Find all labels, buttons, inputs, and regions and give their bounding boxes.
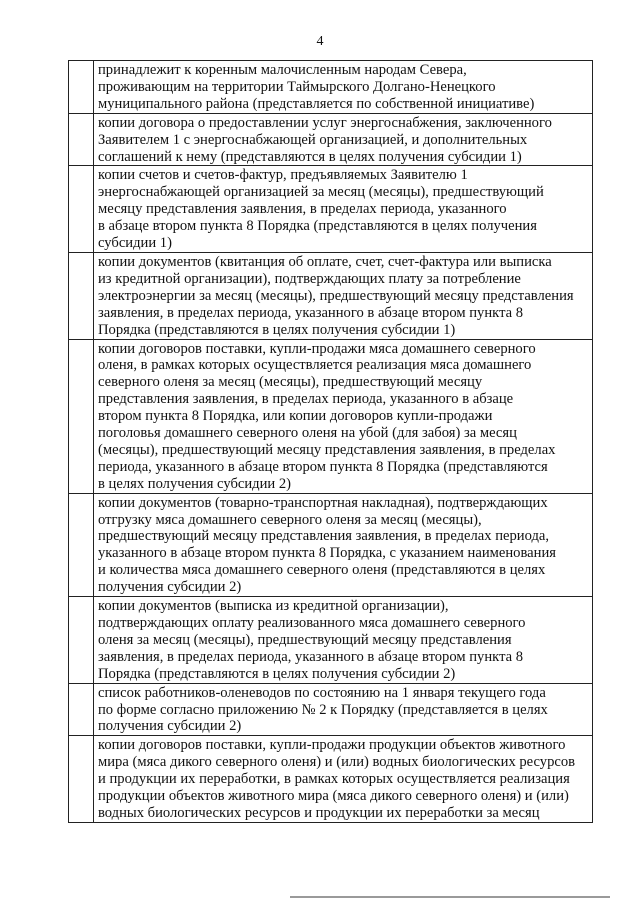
- row-text-cell: [94, 597, 593, 684]
- table-row: [69, 493, 593, 596]
- row-number-cell: [69, 493, 94, 596]
- row-text-cell: [94, 339, 593, 493]
- row-text-cell: [94, 736, 593, 823]
- row-number-cell: [69, 736, 94, 823]
- row-text-cell: [94, 683, 593, 736]
- row-number-cell: [69, 61, 94, 114]
- table-row: [69, 166, 593, 253]
- table-body: [69, 61, 593, 823]
- row-text: копии документов (товарно-транспортная накладная), подтверждающих отгрузку мяса домашнего северного оленя за месяц (месяцы), предшествующий месяцу представления заявления, в пределах периода, указанного в абзаце втором пункта 8 Порядка, с указанием наименования и количества мяса домашнего северного оленя (представляются в целях получения субсидии 2): [98, 494, 556, 596]
- scan-edge-mark: [290, 896, 610, 898]
- table-row: [69, 61, 593, 114]
- page-number: 4: [316, 34, 324, 49]
- row-text: копии документов (выписка из кредитной организации), подтверждающих оплату реализованного мяса домашнего северного оленя за месяц (месяцы), предшествующий месяцу представления заявления, в пределах периода, указанного в абзаце втором пункта 8 Порядка (представляются в целях получения субсидии 2): [98, 598, 526, 682]
- table-row: [69, 597, 593, 684]
- row-text: копии документов (квитанция об оплате, счет, счет-фактура или выписка из кредитной организации), подтверждающих плату за потребление электроэнергии за месяц (месяцы), предшествующий месяцу представления заявления, в пределах периода, указанного в абзаце втором пункта 8 Порядка (представляются в целях получения субсидии 1): [98, 253, 574, 338]
- row-number-cell: [69, 597, 94, 684]
- row-text: принадлежит к коренным малочисленным народам Севера, проживающим на территории Таймырского Долгано-Ненецкого муниципального района (представляется по собственной инициативе): [98, 62, 535, 112]
- row-text: копии договора о предоставлении услуг энергоснабжения, заключенного Заявителем 1 с энергоснабжающей организацией, и дополнительных соглашений к нему (представляются в целях получения субсидии 1): [98, 114, 552, 165]
- row-text-cell: [94, 252, 593, 339]
- row-text: копии счетов и счетов-фактур, предъявляемых Заявителю 1 энергоснабжающей организацией за месяц (месяцы), предшествующий месяцу представления заявления, в пределах периода, указанного в абзаце втором пункта 8 Порядка (представляются в целях получения субсидии 1): [98, 167, 544, 252]
- row-text: список работников-оленеводов по состоянию на 1 января текущего года по форме согласно приложению № 2 к Порядку (представляется в целях получения субсидии 2): [98, 684, 548, 735]
- row-number-cell: [69, 113, 94, 166]
- table-row: [69, 736, 593, 823]
- table-row: [69, 113, 593, 166]
- row-text-cell: [94, 166, 593, 253]
- requirements-table: [68, 60, 593, 823]
- table-row: [69, 339, 593, 493]
- row-number-cell: [69, 252, 94, 339]
- row-text: копии договоров поставки, купли-продажи мяса домашнего северного оленя, в рамках которых осуществляется реализация мяса домашнего северного оленя за месяц (месяцы), предшествующий месяцу представления заявления, в пределах периода, указанного в абзаце втором пункта 8 Порядка, или копии договоров купли-продажи поголовья домашнего северного оленя на убой (для забоя) за месяц (месяцы), предшествующий месяцу представления заявления, в пределах периода, указанного в абзаце втором пункта 8 Порядка (представляются в целях получения субсидии 2): [98, 340, 556, 492]
- row-text-cell: [94, 61, 593, 114]
- row-number-cell: [69, 166, 94, 253]
- table-row: [69, 683, 593, 736]
- row-text-cell: [94, 113, 593, 166]
- row-number-cell: [69, 683, 94, 736]
- row-text-cell: [94, 493, 593, 596]
- row-text: копии договоров поставки, купли-продажи продукции объектов животного мира (мяса дикого северного оленя) и (или) водных биологических ресурсов и продукции их переработки, в рамках которых осуществляется реализация продукции объектов животного мира (мяса дикого северного оленя) и (или) водных биологических ресурсов и продукции их переработки за месяц: [98, 737, 576, 821]
- row-number-cell: [69, 339, 94, 493]
- table-row: [69, 252, 593, 339]
